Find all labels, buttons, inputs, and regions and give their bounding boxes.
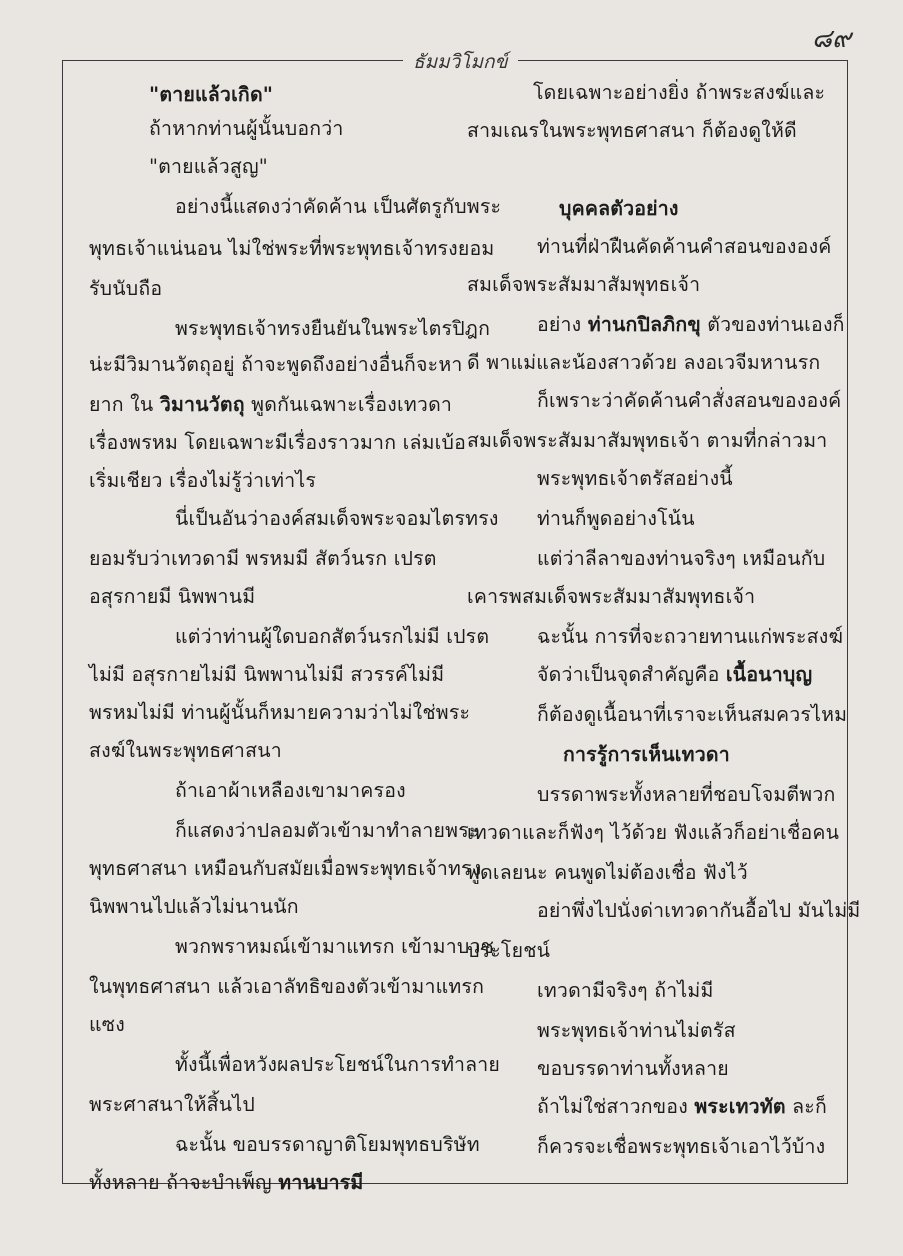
- line-text: เทวดาและก็ฟังๆ ไว้ด้วย ฟังแล้วก็อย่าเชื่อคน: [467, 821, 840, 844]
- left-line: [89, 239, 494, 259]
- line-text: พูดกันเฉพาะเรื่องเทวดา: [244, 393, 453, 416]
- left-line: [89, 1015, 125, 1035]
- left-line: [89, 549, 437, 569]
- line-text: พระศาสนาให้สิ้นไป: [89, 1093, 255, 1116]
- line-text: น่ะมีวิมานวัตถุอยู่ ถ้าจะพูดถึงอย่างอื่นก็จะหา: [89, 353, 463, 376]
- line-text: สมเด็จพระสัมมาสัมพุทธเจ้า: [467, 273, 701, 296]
- line-text: ไม่มี อสุรกายไม่มี นิพพานไม่มี สวรรค์ไม่มี: [89, 663, 445, 686]
- left-line: [89, 395, 452, 415]
- line-text: จัดว่าเป็นจุดสำคัญคือ: [537, 663, 726, 686]
- right-line: [467, 353, 820, 373]
- right-line: [537, 1137, 825, 1157]
- left-line: [175, 509, 499, 529]
- bold-text: พระเทวทัต: [694, 1095, 786, 1118]
- left-line: [175, 197, 501, 217]
- left-line: [89, 741, 282, 761]
- line-text: เคารพสมเด็จพระสัมมาสัมพุทธเจ้า: [467, 585, 756, 608]
- line-text: ทั้งหลาย ถ้าจะบำเพ็ญ: [89, 1171, 279, 1194]
- left-line: [89, 1095, 255, 1115]
- line-text: พระพุทธเจ้าตรัสอย่างนี้: [537, 467, 733, 490]
- line-text: ก็ต้องดูเนื้อนาที่เราจะเห็นสมควรไหม: [537, 703, 848, 726]
- line-text: สามเณรในพระพุทธศาสนา ก็ต้องดูให้ดี: [467, 119, 797, 142]
- line-text: แซง: [89, 1013, 125, 1036]
- right-line: [467, 121, 797, 141]
- left-line: [175, 937, 494, 957]
- bold-text: บุคคลตัวอย่าง: [559, 197, 679, 220]
- right-line: [537, 391, 841, 411]
- left-line: [175, 627, 489, 647]
- right-line: [537, 785, 836, 805]
- line-text: นิพพานไปแล้วไม่นานนัก: [89, 895, 299, 918]
- line-text: ทั้งนี้เพื่อหวังผลประโยชน์ในการทำลาย: [175, 1053, 501, 1076]
- bold-text: "ตายแล้วเกิด": [149, 83, 274, 106]
- line-text: อย่างนี้แสดงว่าคัดค้าน เป็นศัตรูกับพระ: [175, 195, 502, 218]
- line-text: อย่าพึ่งไปนั่งด่าเทวดากันอื้อไป มันไม่มี: [537, 899, 861, 922]
- line-text: บรรดาพระทั้งหลายที่ชอบโจมตีพวก: [537, 783, 836, 806]
- line-text: พระพุทธเจ้าทรงยืนยันในพระไตรปิฎก: [175, 317, 491, 340]
- left-line: [149, 157, 268, 177]
- left-line: [89, 977, 484, 997]
- right-line: [467, 941, 550, 961]
- right-line: [537, 901, 860, 921]
- line-text: รับนับถือ: [89, 277, 163, 300]
- line-text: โดยเฉพาะอย่างยิ่ง ถ้าพระสงฆ์และ: [533, 81, 826, 104]
- line-text: ฉะนั้น ขอบรรดาญาติโยมพุทธบริษัท: [175, 1133, 480, 1156]
- line-text: แต่ว่าลีลาของท่านจริงๆ เหมือนกับ: [537, 547, 826, 570]
- left-line: [89, 703, 470, 723]
- line-text: ท่านก็พูดอย่างโน้น: [537, 507, 695, 530]
- right-line: [537, 1059, 729, 1079]
- right-line: [467, 431, 827, 451]
- left-line: [89, 587, 255, 607]
- right-line: [537, 315, 845, 335]
- right-line: [563, 745, 730, 765]
- bold-text: วิมานวัตถุ: [159, 393, 245, 416]
- left-line: [175, 821, 480, 841]
- line-text: เริ่มเชียว เรื่องไม่รู้ว่าเท่าไร: [89, 469, 317, 492]
- line-text: ยาก ใน: [89, 393, 160, 416]
- left-line: [175, 781, 406, 801]
- right-line: [559, 199, 679, 219]
- line-text: พุทธศาสนา เหมือนกับสมัยเมื่อพระพุทธเจ้าทรง: [89, 857, 482, 880]
- line-text: ฉะนั้น การที่จะถวายทานแก่พระสงฆ์: [537, 625, 844, 648]
- right-line: [467, 863, 748, 883]
- line-text: ถ้าเอาผ้าเหลืองเขามาครอง: [175, 779, 406, 802]
- line-text: พูดเลยนะ คนพูดไม่ต้องเชื่อ ฟังไว้: [467, 861, 748, 884]
- right-line: [537, 237, 832, 257]
- line-text: ก็เพราะว่าคัดค้านคำสั่งสอนขององค์: [537, 389, 842, 412]
- page-frame: [62, 51, 861, 1194]
- left-line: [89, 279, 162, 299]
- line-text: เรื่องพรหม โดยเฉพาะมีเรื่องราวมาก เล่มเบ้อ: [89, 431, 467, 454]
- right-line: [467, 275, 700, 295]
- line-text: ถ้าหากท่านผู้นั้นบอกว่า: [149, 117, 344, 140]
- line-text: พรหมไม่มี ท่านผู้นั้นก็หมายความว่าไม่ใช่พระ: [89, 701, 471, 724]
- right-line: [537, 509, 695, 529]
- left-line: [89, 471, 316, 491]
- line-text: ละก็: [785, 1095, 827, 1118]
- bold-text: ทานบารมี: [278, 1171, 364, 1194]
- line-text: แต่ว่าท่านผู้ใดบอกสัตว์นรกไม่มี เปรต: [175, 625, 490, 648]
- line-text: ประโยชน์: [467, 939, 551, 962]
- right-line: [537, 549, 825, 569]
- left-line: [89, 665, 444, 685]
- right-line: [533, 83, 825, 103]
- line-text: พระพุทธเจ้าท่านไม่ตรัส: [537, 1019, 736, 1042]
- page-number: ๘๙: [811, 24, 851, 54]
- left-line: [175, 1135, 480, 1155]
- line-text: สงฆ์ในพระพุทธศาสนา: [89, 739, 282, 762]
- left-line: [89, 1173, 363, 1193]
- line-text: สมเด็จพระสัมมาสัมพุทธเจ้า ตามที่กล่าวมา: [467, 429, 828, 452]
- line-text: พุทธเจ้าแน่นอน ไม่ใช่พระที่พระพุทธเจ้าทรงยอม: [89, 237, 495, 260]
- line-text: ท่านที่ฝ่าฝืนคัดค้านคำสอนขององค์: [537, 235, 832, 258]
- line-text: นี่เป็นอันว่าองค์สมเด็จพระจอมไตรทรง: [175, 507, 499, 530]
- line-text: อสุรกายมี นิพพานมี: [89, 585, 256, 608]
- bold-text: เนื้อนาบุญ: [725, 663, 813, 686]
- right-line: [467, 823, 839, 843]
- line-text: ยอมรับว่าเทวดามี พรหมมี สัตว์นรก เปรต: [89, 547, 437, 570]
- line-text: เทวดามีจริงๆ ถ้าไม่มี: [537, 979, 714, 1002]
- left-line: [89, 859, 481, 879]
- line-text: อย่าง: [537, 313, 588, 336]
- line-text: ตัวของท่านเองก็: [700, 313, 845, 336]
- left-line: [89, 897, 299, 917]
- bold-text: ท่านกปิลภิกขุ: [587, 313, 701, 336]
- running-header: ธัมมวิโมกข์: [403, 47, 518, 77]
- left-line: [89, 433, 466, 453]
- line-text: ในพุทธศาสนา แล้วเอาลัทธิของตัวเข้ามาแทรก: [89, 975, 485, 998]
- right-line: [537, 469, 733, 489]
- line-text: พวกพราหมณ์เข้ามาแทรก เข้ามาบวช: [175, 935, 495, 958]
- left-line: [89, 355, 463, 375]
- line-text: ดี พาแม่และน้องสาวด้วย ลงอเวจีมหานรก: [467, 351, 821, 374]
- right-line: [537, 627, 843, 647]
- line-text: ขอบรรดาท่านทั้งหลาย: [537, 1057, 729, 1080]
- right-line: [537, 981, 714, 1001]
- line-text: ก็ควรจะเชื่อพระพุทธเจ้าเอาไว้บ้าง: [537, 1135, 826, 1158]
- bold-text: การรู้การเห็นเทวดา: [563, 743, 730, 766]
- right-line: [537, 705, 847, 725]
- line-text: "ตายแล้วสูญ": [149, 155, 268, 178]
- left-line: [175, 1055, 500, 1075]
- line-text: ก็แสดงว่าปลอมตัวเข้ามาทำลายพระ: [175, 819, 480, 842]
- left-line: [149, 85, 273, 105]
- left-line: [149, 119, 344, 139]
- right-line: [537, 665, 812, 685]
- right-line: [467, 587, 755, 607]
- right-line: [537, 1097, 827, 1117]
- right-line: [537, 1021, 736, 1041]
- left-line: [175, 319, 490, 339]
- line-text: ถ้าไม่ใช่สาวกของ: [537, 1095, 695, 1118]
